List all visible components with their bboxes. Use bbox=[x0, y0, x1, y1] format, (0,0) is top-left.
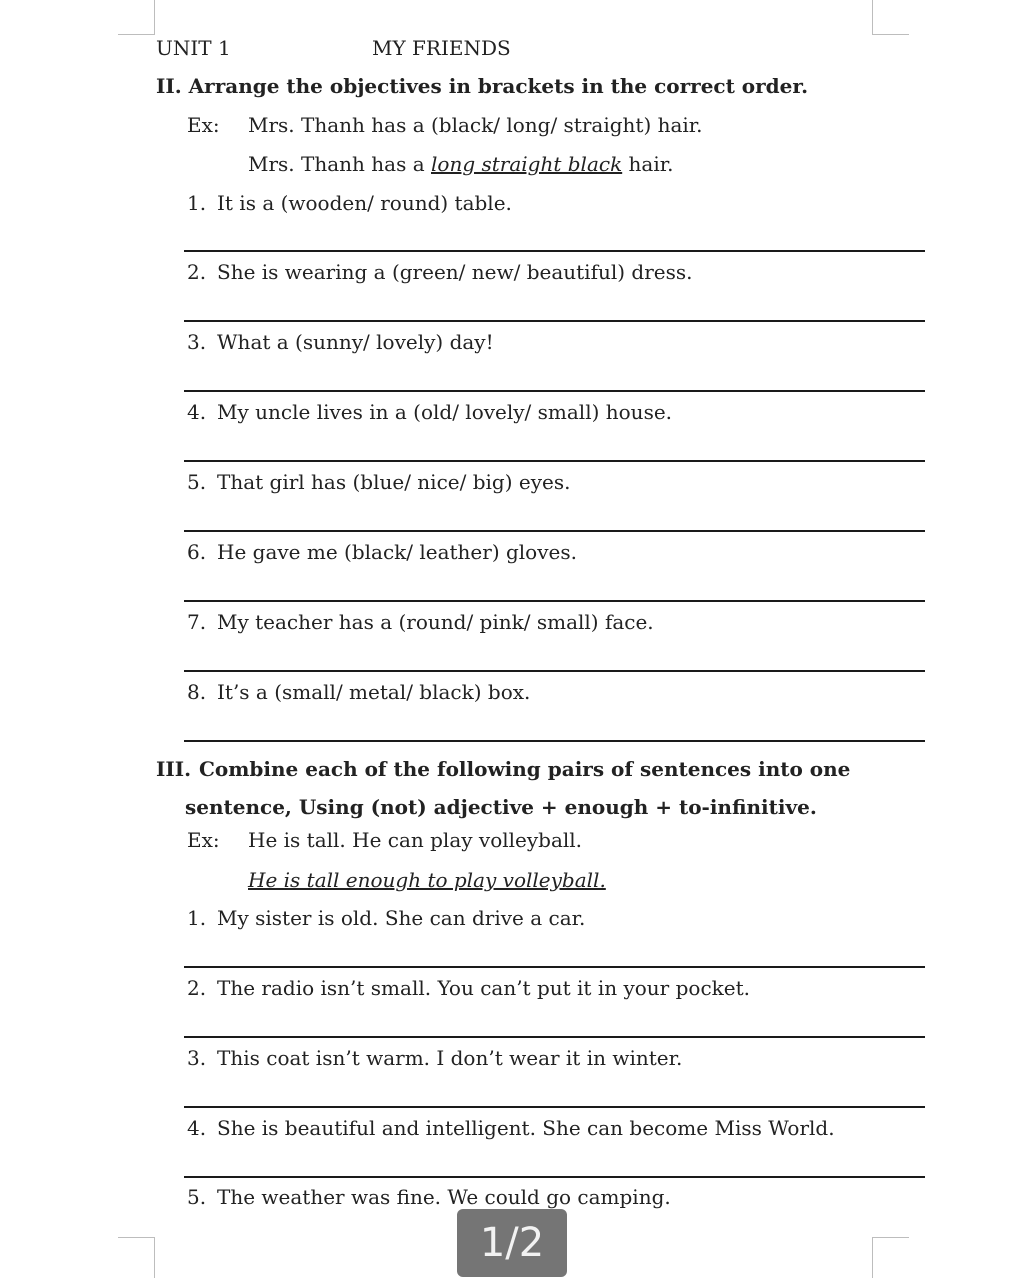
answer-line[interactable] bbox=[184, 670, 925, 672]
exercise-item-number: 6. bbox=[187, 540, 207, 564]
page-title: MY FRIENDS bbox=[372, 36, 511, 60]
section-3-heading bbox=[156, 750, 872, 826]
answer-line[interactable] bbox=[184, 460, 925, 462]
exercise-item: My uncle lives in a (old/ lovely/ small) house. bbox=[217, 400, 673, 424]
page-corner-mark bbox=[872, 1237, 909, 1278]
answer-line[interactable] bbox=[184, 320, 925, 322]
exercise-item: What a (sunny/ lovely) day! bbox=[217, 330, 494, 354]
exercise-item-number: 1. bbox=[187, 906, 207, 930]
exercise-item: It is a (wooden/ round) table. bbox=[217, 191, 512, 215]
example-label: Ex: bbox=[187, 828, 220, 852]
exercise-item-number: 3. bbox=[187, 1046, 207, 1070]
exercise-item-number: 5. bbox=[187, 1185, 207, 1209]
exercise-item-number: 1. bbox=[187, 191, 207, 215]
exercise-item: She is beautiful and intelligent. She can become Miss World. bbox=[217, 1116, 835, 1140]
section-3-heading-text: Combine each of the following pairs of sentences into one bbox=[199, 757, 851, 781]
exercise-item: My teacher has a (round/ pink/ small) face. bbox=[217, 610, 654, 634]
page-corner-mark bbox=[872, 0, 909, 35]
answer-line[interactable] bbox=[184, 740, 925, 742]
exercise-item-number: 4. bbox=[187, 1116, 207, 1140]
section-3-number: III. bbox=[156, 757, 192, 781]
exercise-item-number: 5. bbox=[187, 470, 207, 494]
exercise-item-number: 3. bbox=[187, 330, 207, 354]
section-2-heading: II. Arrange the objectives in brackets in the correct order. bbox=[156, 74, 809, 98]
example-answer-suffix: hair. bbox=[622, 152, 674, 176]
example-answer-underlined: long straight black bbox=[431, 152, 623, 176]
answer-line[interactable] bbox=[184, 1106, 925, 1108]
answer-line[interactable] bbox=[184, 530, 925, 532]
exercise-item-number: 8. bbox=[187, 680, 207, 704]
exercise-item-number: 2. bbox=[187, 976, 207, 1000]
exercise-item: The radio isn’t small. You can’t put it in your pocket. bbox=[217, 976, 750, 1000]
answer-line[interactable] bbox=[184, 390, 925, 392]
answer-line[interactable] bbox=[184, 1036, 925, 1038]
unit-label: UNIT 1 bbox=[156, 36, 231, 60]
exercise-item: That girl has (blue/ nice/ big) eyes. bbox=[217, 470, 571, 494]
example-answer: He is tall enough to play volleyball. bbox=[248, 868, 606, 892]
exercise-item-number: 7. bbox=[187, 610, 207, 634]
exercise-item: My sister is old. She can drive a car. bbox=[217, 906, 586, 930]
answer-line[interactable] bbox=[184, 1176, 925, 1178]
exercise-item: It’s a (small/ metal/ black) box. bbox=[217, 680, 531, 704]
answer-line[interactable] bbox=[184, 250, 925, 252]
answer-line[interactable] bbox=[184, 966, 925, 968]
exercise-item: He gave me (black/ leather) gloves. bbox=[217, 540, 577, 564]
example-question: He is tall. He can play volleyball. bbox=[248, 828, 583, 852]
exercise-item: This coat isn’t warm. I don’t wear it in winter. bbox=[217, 1046, 683, 1070]
page-corner-mark bbox=[118, 0, 155, 35]
example-label: Ex: bbox=[187, 113, 220, 137]
exercise-item: She is wearing a (green/ new/ beautiful) dress. bbox=[217, 260, 693, 284]
example-answer bbox=[248, 152, 673, 176]
page-corner-mark bbox=[118, 1237, 155, 1278]
page-indicator: 1/2 bbox=[457, 1209, 567, 1277]
answer-line[interactable] bbox=[184, 600, 925, 602]
exercise-item-number: 4. bbox=[187, 400, 207, 424]
example-question: Mrs. Thanh has a (black/ long/ straight) hair. bbox=[248, 113, 703, 137]
exercise-item-number: 2. bbox=[187, 260, 207, 284]
section-3-heading-line-1 bbox=[156, 750, 872, 788]
example-answer-prefix: Mrs. Thanh has a bbox=[248, 152, 431, 176]
section-3-heading-line-2: sentence, Using (not) adjective + enough + to-infinitive. bbox=[185, 795, 817, 819]
exercise-item: The weather was fine. We could go camping. bbox=[217, 1185, 671, 1209]
